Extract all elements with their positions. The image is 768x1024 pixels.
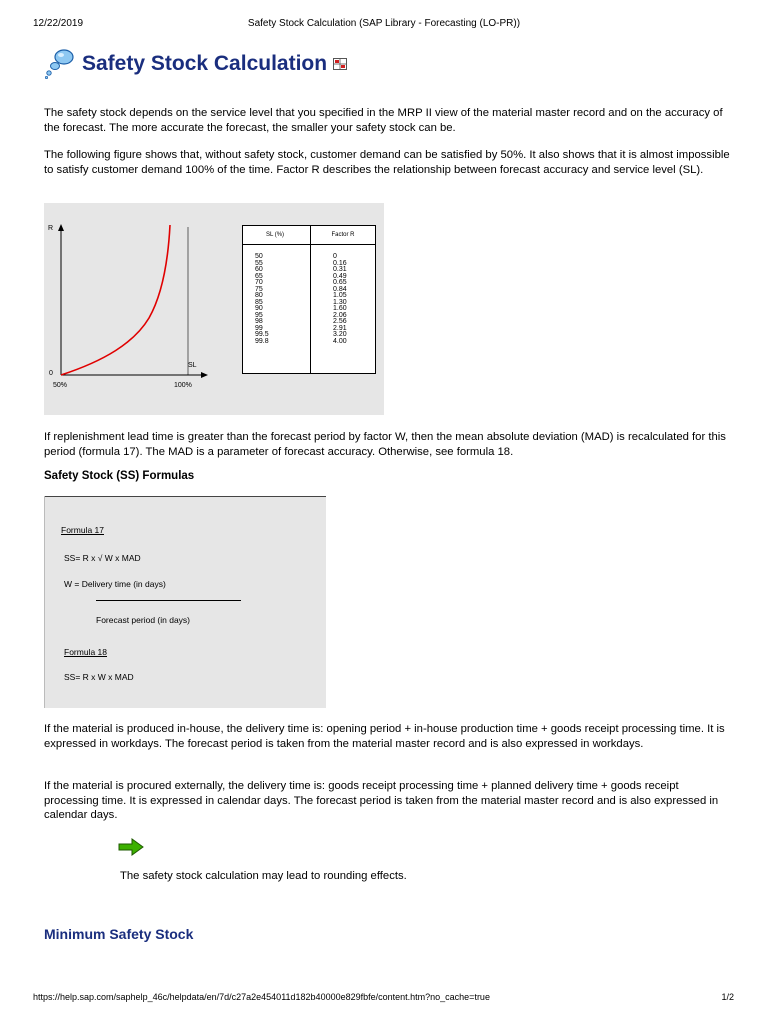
rounding-note: The safety stock calculation may lead to rounding effects. <box>120 870 407 882</box>
x-start-label: 50% <box>53 382 68 389</box>
factor-r-curve <box>61 225 170 375</box>
structure-link-icon[interactable] <box>333 58 347 70</box>
factor-r-value: 1.30 <box>333 298 347 306</box>
factor-r-value: 0.65 <box>333 279 347 286</box>
lead-time-paragraph: If replenishment lead time is greater than the forecast period by factor W, then the mean absolute deviation (MAD) is recalculated for this period (formula 17). The MAD is a parameter of forecast accuracy. Otherwise, see formula 18. <box>44 431 726 458</box>
factor-r-value: 2.91 <box>333 324 347 332</box>
factor-r-value: 3.20 <box>333 331 347 338</box>
r-axis-label: R <box>48 225 54 232</box>
table-header-divider <box>243 244 375 245</box>
formula-18-label: Formula 18 <box>64 647 107 657</box>
sl-values-column <box>255 254 269 345</box>
sl-axis-label: SL <box>188 362 197 369</box>
footer-page-number: 1/2 <box>721 992 734 1002</box>
sl-value: 65 <box>255 272 263 280</box>
header-date: 12/22/2019 <box>33 18 84 29</box>
sl-value: 70 <box>255 279 263 286</box>
factor-r-table <box>242 225 376 374</box>
bubbles-icon <box>44 48 76 80</box>
factor-r-value: 1.05 <box>333 292 347 299</box>
formula-17-label: Formula 17 <box>61 525 104 535</box>
formulas-heading: Safety Stock (SS) Formulas <box>44 470 195 482</box>
page-title: Safety Stock Calculation <box>82 52 328 75</box>
formulas-box-top-border <box>44 496 326 497</box>
formula-17-denominator: Forecast period (in days) <box>96 615 191 625</box>
sl-value: 99 <box>255 324 263 332</box>
external-paragraph: If the material is procured externally, the delivery time is: goods receipt processing time + planned delivery time + goods receipt processing time. It is expressed in calendar days. The forecast period is taken from the material master record and is also expressed in calendar days. <box>44 780 719 821</box>
formulas-box-left-border <box>44 496 45 708</box>
factor-r-value: 0 <box>333 253 337 260</box>
factor-r-value: 0.16 <box>333 259 347 267</box>
x-end-label: 100% <box>174 382 192 389</box>
sl-value: 55 <box>255 259 263 267</box>
footer-url: https://help.sap.com/saphelp_46c/helpdata/en/7d/c27a2e454011d182b40000e829fbfe/content.htm?no_cache=true <box>33 992 490 1002</box>
sl-value: 85 <box>255 298 263 306</box>
factor-r-value: 1.60 <box>333 305 347 312</box>
table-header-factor-r: Factor R <box>331 232 355 238</box>
fraction-bar <box>96 600 241 601</box>
sl-value: 50 <box>255 253 263 260</box>
title-row <box>44 46 347 82</box>
formula-17-ss: SS= R x √ W x MAD <box>64 553 141 563</box>
sl-value: 99.8 <box>255 337 269 345</box>
table-header-sl: SL (%) <box>265 232 285 238</box>
sl-value: 80 <box>255 292 263 299</box>
sl-value: 75 <box>255 285 263 293</box>
sl-value: 99.5 <box>255 331 269 338</box>
origin-label: 0 <box>49 370 53 377</box>
factor-r-value: 2.56 <box>333 318 347 325</box>
figure-intro-paragraph: The following figure shows that, without safety stock, customer demand can be satisfied by 50%. It also shows that it is almost impossible to satisfy customer demand 100% of the time. Factor R describes the relationship between forecast accuracy and service level (SL). <box>44 149 730 176</box>
formulas-box <box>44 496 326 708</box>
factor-r-value: 0.31 <box>333 266 347 273</box>
arrow-right-icon <box>118 838 144 856</box>
factor-r-value: 0.84 <box>333 285 347 293</box>
factor-r-value: 2.06 <box>333 311 347 319</box>
sl-value: 98 <box>255 318 263 325</box>
factor-r-value: 0.49 <box>333 272 347 280</box>
table-column-divider <box>310 226 311 373</box>
sl-value: 60 <box>255 266 263 273</box>
intro-paragraph: The safety stock depends on the service level that you specified in the MRP II view of the material master record and on the accuracy of the forecast. The more accurate the forecast, the smaller your safety stock can be. <box>44 107 723 134</box>
sl-value: 95 <box>255 311 263 319</box>
formula-18-ss: SS= R x W x MAD <box>64 672 134 682</box>
in-house-paragraph: If the material is produced in-house, the delivery time is: opening period + in-house production time + goods receipt processing time. It is expressed in workdays. The forecast period is taken from the material master record and is also expressed in workdays. <box>44 723 725 750</box>
r-axis-arrow <box>58 224 64 231</box>
header-title: Safety Stock Calculation (SAP Library - Forecasting (LO-PR)) <box>247 18 521 29</box>
minimum-safety-stock-heading: Minimum Safety Stock <box>44 926 194 942</box>
sl-value: 90 <box>255 305 263 312</box>
sl-axis-arrow <box>201 372 208 378</box>
service-level-figure <box>44 203 384 415</box>
factor-r-values-column <box>333 254 347 345</box>
formula-17-w: W = Delivery time (in days) <box>64 579 166 589</box>
factor-r-value: 4.00 <box>333 337 347 345</box>
